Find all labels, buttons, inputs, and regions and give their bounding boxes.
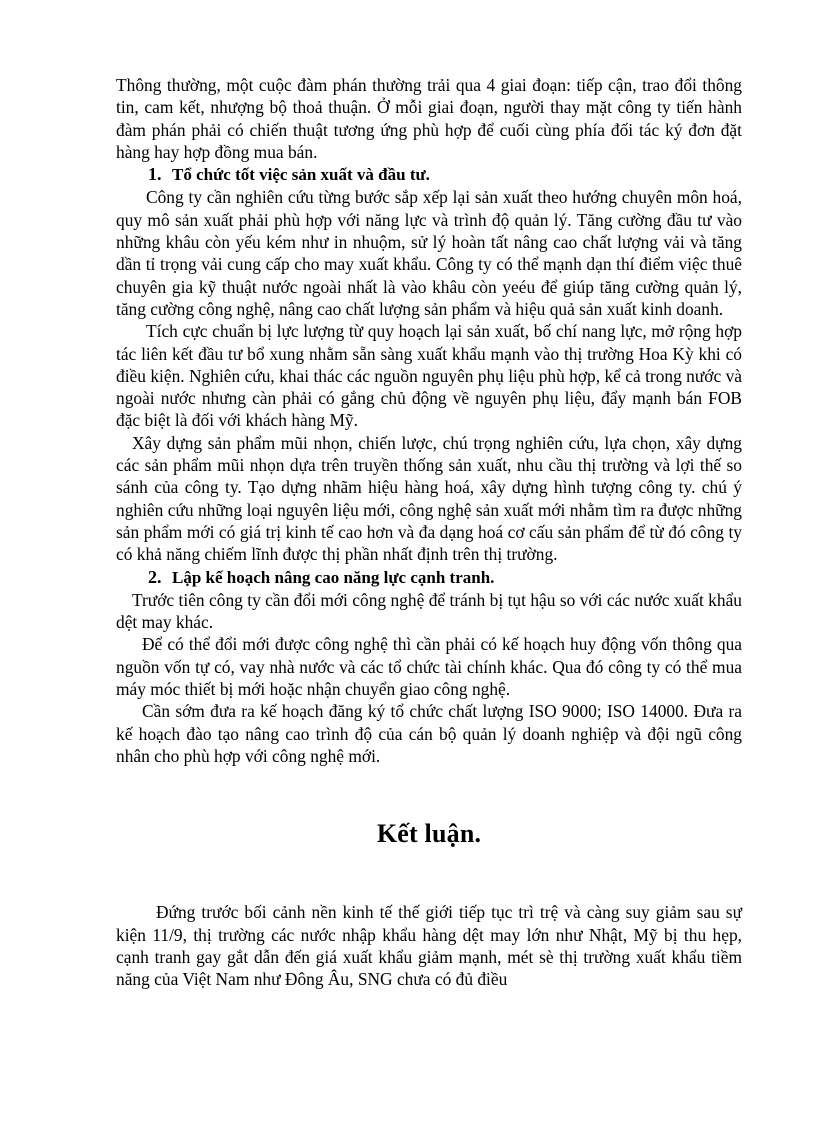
section-1-paragraph-3: Xây dựng sản phẩm mũi nhọn, chiến lược, chú trọng nghiên cứu, lựa chọn, xây dựng các sản phẩm mũi nhọn dựa trên truyền thống sản xuất, nhu cầu thị trường và lợi thế so sánh của công ty. Tạo dựng nhãm hiệu hàng hoá, xây dựng hình tượng công ty. chú ý nghiên cứu những loại nguyên liệu mới, công nghệ sản xuất mới nhằm tìm ra được những sản phẩm mới có giá trị kinh tế cao hơn và đa dạng hoá cơ cấu sản phẩm để từ đó công ty có khả năng chiếm lĩnh được thị phần nhất định trên thị trường. xyxy=(116,432,742,565)
section-2-paragraph-2: Để có thể đổi mới được công nghệ thì cần phải có kế hoạch huy động vốn thông qua nguồn vốn tự có, vay nhà nước và các tổ chức tài chính khác. Qua đó công ty có thể mua máy móc thiết bị mới hoặc nhận chuyển giao công nghệ. xyxy=(116,634,742,700)
section-1-number: 1. xyxy=(148,164,162,185)
document-page xyxy=(116,74,742,990)
section-1-paragraph-2: Tích cực chuẩn bị lực lượng từ quy hoạch lại sản xuất, bố chí nang lực, mở rộng hợp tác liên kết đầu tư bổ xung nhằm sẵn sàng xuất khẩu mạnh vào thị trường Hoa Kỳ khi có điều kiện. Nghiên cứu, khai thác các nguồn nguyên phụ liệu phù hợp, kể cả trong nước và ngoài nước nhưng càn phải có gắng chủ động về nguyên phụ liệu, đẩy mạnh bán FOB đặc biệt là đối với khách hàng Mỹ. xyxy=(116,321,742,431)
section-1-paragraph-1: Công ty cần nghiên cứu từng bước sắp xếp lại sản xuất theo hướng chuyên môn hoá, quy mô sản xuất phải phù hợp với năng lực và trình độ quản lý. Tăng cường đầu tư vào những khâu còn yếu kém như in nhuộm, sử lý hoàn tất nâng cao chất lượng vải và tăng dần tỉ trọng vải cung cấp cho may xuất khẩu. Công ty có thể mạnh dạn thí điểm việc thuê chuyên gia kỹ thuật nước ngoài nhất là vào khâu còn yeéu để giúp tăng cường quản lý, tăng cường công nghệ, nâng cao chất lượng sản phẩm và hiệu quả sản xuất kinh doanh. xyxy=(116,187,742,319)
section-2-title: Lập kế hoạch nâng cao năng lực cạnh tranh. xyxy=(172,567,495,587)
section-1-heading xyxy=(116,163,742,186)
conclusion-paragraph: Đứng trước bối cảnh nền kinh tế thế giới tiếp tục trì trệ và càng suy giảm sau sự kiện 11/9, thị trường các nước nhập khẩu hàng dệt may lớn như Nhật, Mỹ bị thu hẹp, cạnh tranh gay gắt dẫn đến giá xuất khẩu giảm mạnh, mét sè thị trường xuất khẩu tiềm năng của Việt Nam như Đông Âu, SNG chưa có đủ điều xyxy=(116,902,742,990)
section-2-paragraph-1: Trước tiên công ty cần đổi mới công nghệ để tránh bị tụt hậu so với các nước xuất khẩu dệt may khác. xyxy=(116,589,742,633)
intro-paragraph: Thông thường, một cuộc đàm phán thường trải qua 4 giai đoạn: tiếp cận, trao đổi thông tin, cam kết, nhượng bộ thoả thuận. Ở mỗi giai đoạn, người thay mặt công ty tiến hành đàm phán phải có chiến thuật tương ứng phù hợp để cuối cùng phía đối tác ký đơn đặt hàng hay hợp đồng mua bán. xyxy=(116,75,742,162)
section-2-number: 2. xyxy=(148,566,162,587)
spacer xyxy=(116,851,742,901)
spacer xyxy=(116,767,742,817)
conclusion-title: Kết luận. xyxy=(376,819,482,849)
section-1-title: Tổ chức tốt việc sản xuất và đầu tư. xyxy=(172,165,430,185)
section-2-paragraph-3: Cần sớm đưa ra kế hoạch đăng ký tổ chức chất lượng ISO 9000; ISO 14000. Đưa ra kế hoạch đào tạo nâng cao trình độ của cán bộ quản lý doanh nghiệp và đội ngũ công nhân cho phù hợp với công nghệ mới. xyxy=(116,701,742,766)
section-2-heading xyxy=(116,566,742,589)
